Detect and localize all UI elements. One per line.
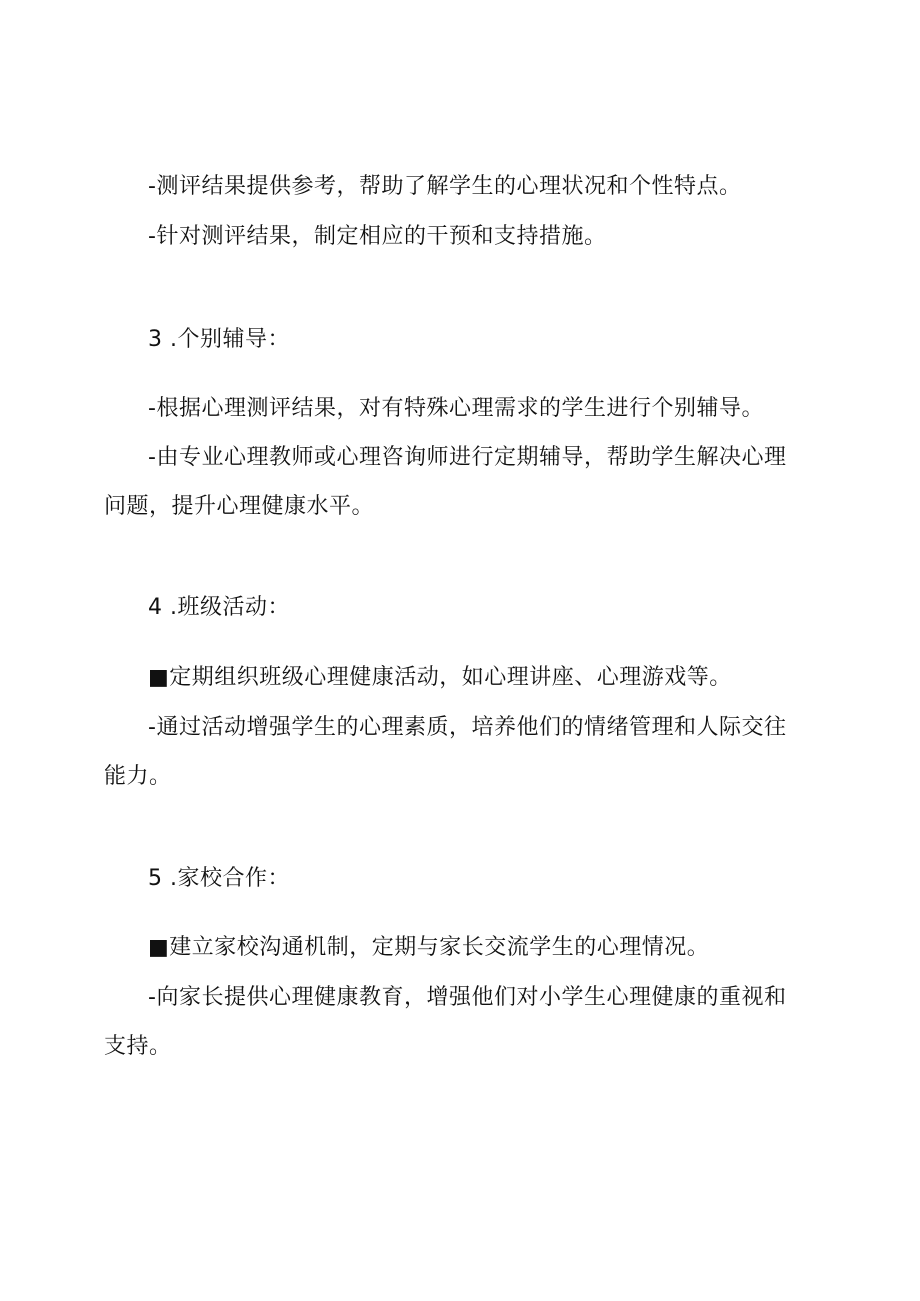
section-heading-4: 4 .班级活动： — [148, 595, 290, 620]
body-line: -由专业心理教师或心理咨询师进行定期辅导，帮助学生解决心理 — [148, 445, 787, 470]
body-line: -测评结果提供参考，帮助了解学生的心理状况和个性特点。 — [148, 174, 742, 199]
section-heading-5: 5 .家校合作： — [148, 866, 290, 891]
body-line-continuation: 支持。 — [104, 1034, 172, 1059]
body-line: -向家长提供心理健康教育，增强他们对小学生心理健康的重视和 — [148, 985, 787, 1010]
body-line: ■定期组织班级心理健康活动，如心理讲座、心理游戏等。 — [148, 665, 732, 690]
body-line-continuation: 问题，提升心理健康水平。 — [104, 494, 375, 519]
body-line-continuation: 能力。 — [104, 764, 172, 789]
section-heading-3: 3 .个别辅导： — [148, 327, 290, 352]
body-line: -针对测评结果，制定相应的干预和支持措施。 — [148, 224, 607, 249]
body-line: -通过活动增强学生的心理素质，培养他们的情绪管理和人际交往 — [148, 715, 787, 740]
body-line: ■建立家校沟通机制，定期与家长交流学生的心理情况。 — [148, 935, 710, 960]
body-line: -根据心理测评结果，对有特殊心理需求的学生进行个别辅导。 — [148, 396, 764, 421]
